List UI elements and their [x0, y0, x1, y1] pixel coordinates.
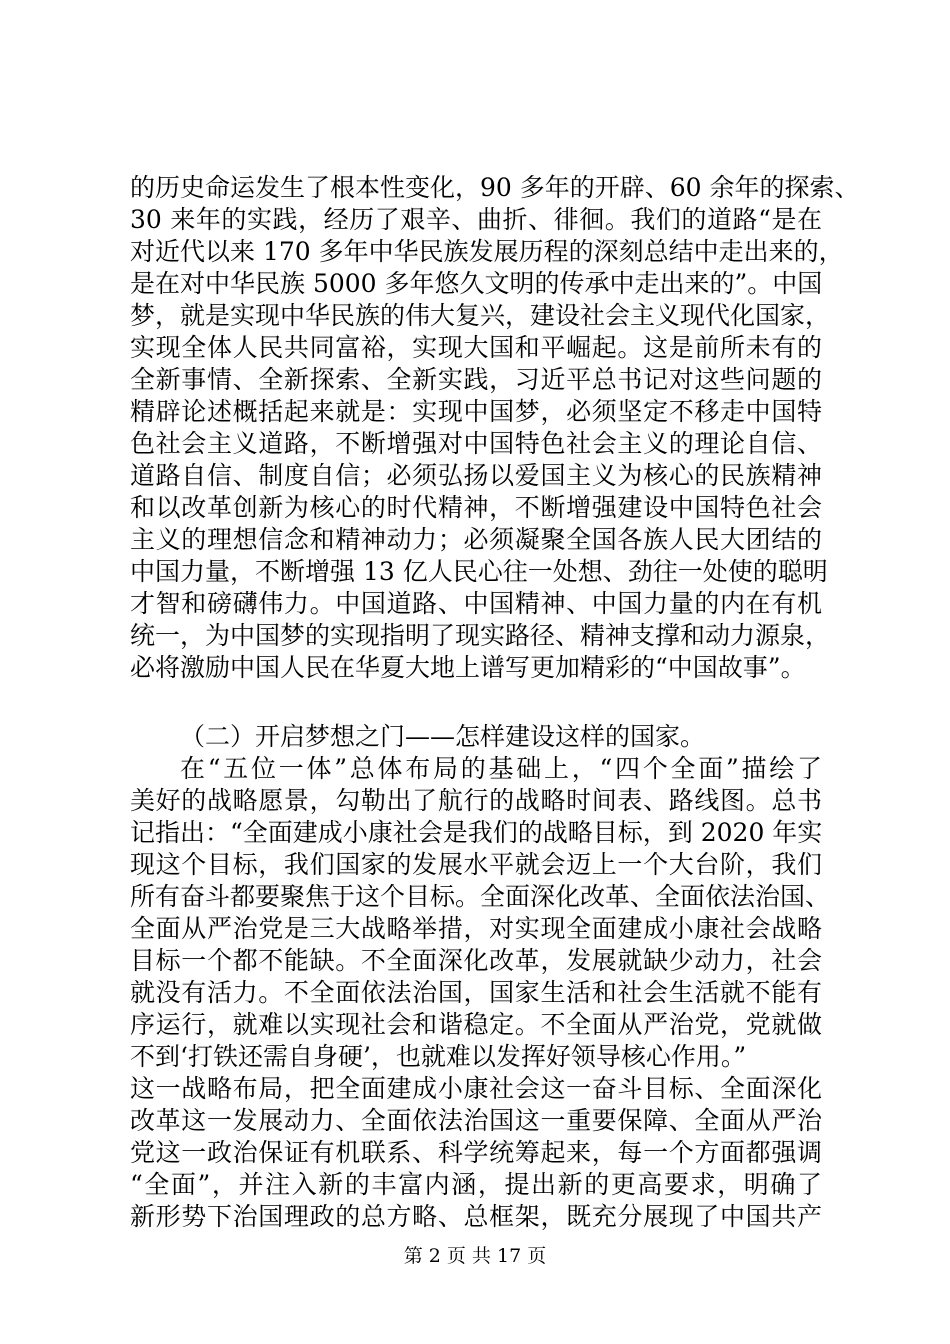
paragraph-1-line-2: 30 来年的实践，经历了艰辛、曲折、徘徊。我们的道路“是在 [130, 205, 822, 234]
paragraph-1-line-4: 是在对中华民族 5000 多年悠久文明的传承中走出来的”。中国 [130, 269, 823, 298]
paragraph-1-line-5: 梦，就是实现中华民族的伟大复兴，建设社会主义现代化国家， [130, 301, 831, 330]
section-heading: （二）开启梦想之门——怎样建设这样的国家。 [180, 722, 706, 751]
paragraph-1-line-16: 必将激励中国人民在华夏大地上谱写更加精彩的“中国故事”。 [130, 653, 806, 682]
paragraph-1-line-12: 主义的理想信念和精神动力；必须凝聚全国各族人民大团结的 [130, 525, 822, 554]
paragraph-2-line-7: 目标一个都不能缺。不全面深化改革，发展就缺少动力，社会 [130, 946, 822, 975]
paragraph-1-line-9: 色社会主义道路，不断增强对中国特色社会主义的理论自信、 [130, 429, 822, 458]
paragraph-2-line-6: 全面从严治党是三大战略举措，对实现全面建成小康社会战略 [130, 914, 822, 943]
paragraph-2-line-13: 党这一政治保证有机联系、科学统筹起来，每一个方面都强调 [130, 1138, 822, 1167]
paragraph-1-line-15: 统一，为中国梦的实现指明了现实路径、精神支撑和动力源泉， [130, 621, 831, 650]
paragraph-2-line-3: 记指出：“全面建成小康社会是我们的战略目标，到 2020 年实 [130, 818, 823, 847]
paragraph-2-line-2: 美好的战略愿景，勾勒出了航行的战略时间表、路线图。总书 [130, 786, 822, 815]
paragraph-2-line-5: 所有奋斗都要聚焦于这个目标。全面深化改革、全面依法治国、 [130, 882, 831, 911]
paragraph-1-line-3: 对近代以来 170 多年中华民族发展历程的深刻总结中走出来的， [130, 237, 844, 266]
paragraph-2-line-15: 新形势下治国理政的总方略、总框架，既充分展现了中国共产 [130, 1202, 822, 1231]
paragraph-2-line-8: 就没有活力。不全面依法治国，国家生活和社会生活就不能有 [130, 978, 822, 1007]
paragraph-1-line-10: 道路自信、制度自信；必须弘扬以爱国主义为核心的民族精神 [130, 461, 822, 490]
paragraph-1-line-7: 全新事情、全新探索、全新实践，习近平总书记对这些问题的 [130, 365, 822, 394]
page-number-footer: 第 2 页 共 17 页 [403, 1245, 547, 1267]
paragraph-2-line-9: 序运行，就难以实现社会和谐稳定。不全面从严治党，党就做 [130, 1010, 822, 1039]
paragraph-2-line-11: 这一战略布局，把全面建成小康社会这一奋斗目标、全面深化 [130, 1074, 822, 1103]
paragraph-1-line-1: 的历史命运发生了根本性变化，90 多年的开辟、60 余年的探索、 [130, 173, 860, 202]
paragraph-1-line-13: 中国力量，不断增强 13 亿人民心往一处想、劲往一处使的聪明 [130, 557, 828, 586]
paragraph-2-line-4: 现这个目标，我们国家的发展水平就会迈上一个大台阶，我们 [130, 850, 822, 879]
paragraph-1-line-11: 和以改革创新为核心的时代精神，不断增强建设中国特色社会 [130, 493, 822, 522]
paragraph-1-line-14: 才智和磅礴伟力。中国道路、中国精神、中国力量的内在有机 [130, 589, 822, 618]
paragraph-2-line-14: “全面”，并注入新的丰富内涵，提出新的更高要求，明确了 [130, 1170, 822, 1199]
paragraph-2-line-12: 改革这一发展动力、全面依法治国这一重要保障、全面从严治 [130, 1106, 822, 1135]
paragraph-1-line-6: 实现全体人民共同富裕，实现大国和平崛起。这是前所未有的 [130, 333, 822, 362]
paragraph-2-line-10: 不到‘打铁还需自身硬’，也就难以发挥好领导核心作用。” [130, 1042, 747, 1071]
paragraph-1-line-8: 精辟论述概括起来就是：实现中国梦，必须坚定不移走中国特 [130, 397, 822, 426]
paragraph-2-line-1: 在“五位一体”总体布局的基础上，“四个全面”描绘了 [180, 754, 822, 783]
